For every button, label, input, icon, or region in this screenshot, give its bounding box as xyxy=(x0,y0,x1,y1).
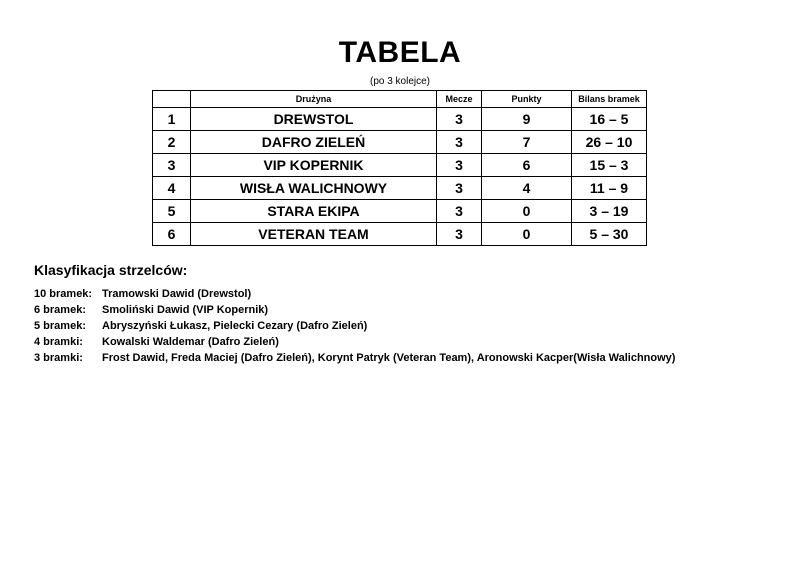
list-item xyxy=(34,302,675,318)
scorer-goals-label: 4 bramki: xyxy=(34,336,83,348)
list-item xyxy=(34,318,675,334)
matches-cell: 3 xyxy=(437,223,482,246)
position-cell: 2 xyxy=(153,131,191,154)
table-row xyxy=(153,177,647,200)
position-cell: 6 xyxy=(153,223,191,246)
scorer-names: Frost Dawid, Freda Maciej (Dafro Zieleń), Korynt Patryk (Veteran Team), Aronowski Kacper(Wisła Walichnowy) xyxy=(102,352,676,364)
scorer-goals-label: 5 bramek: xyxy=(34,320,86,332)
points-cell: 4 xyxy=(482,177,572,200)
points-cell: 0 xyxy=(482,200,572,223)
scorer-names: Abryszyński Łukasz, Pielecki Cezary (Dafro Zieleń) xyxy=(102,320,368,332)
scorer-names: Smoliński Dawid (VIP Kopernik) xyxy=(102,304,269,316)
position-cell: 3 xyxy=(153,154,191,177)
points-cell: 7 xyxy=(482,131,572,154)
page-subtitle: (po 3 kolejce) xyxy=(369,76,431,87)
team-cell: VIP KOPERNIK xyxy=(191,154,437,177)
matches-cell: 3 xyxy=(437,108,482,131)
list-item xyxy=(34,286,675,302)
position-cell: 5 xyxy=(153,200,191,223)
matches-cell: 3 xyxy=(437,177,482,200)
goals-cell: 3 – 19 xyxy=(572,200,647,223)
header-position xyxy=(153,91,191,108)
matches-cell: 3 xyxy=(437,200,482,223)
team-cell: STARA EKIPA xyxy=(191,200,437,223)
position-cell: 4 xyxy=(153,177,191,200)
scorer-names: Tramowski Dawid (Drewstol) xyxy=(102,288,252,300)
goals-cell: 16 – 5 xyxy=(572,108,647,131)
scorer-names: Kowalski Waldemar (Dafro Zieleń) xyxy=(102,336,279,348)
list-item xyxy=(34,350,675,366)
header-goals: Bilans bramek xyxy=(572,91,647,108)
header-points: Punkty xyxy=(482,91,572,108)
points-cell: 6 xyxy=(482,154,572,177)
goals-cell: 26 – 10 xyxy=(572,131,647,154)
team-cell: DAFRO ZIELEŃ xyxy=(191,131,437,154)
matches-cell: 3 xyxy=(437,154,482,177)
team-cell: WISŁA WALICHNOWY xyxy=(191,177,437,200)
header-team: Drużyna xyxy=(191,91,437,108)
team-cell: DREWSTOL xyxy=(191,108,437,131)
page-title: TABELA xyxy=(338,36,462,69)
position-cell: 1 xyxy=(153,108,191,131)
standings-table xyxy=(152,90,647,246)
table-row xyxy=(153,108,647,131)
points-cell: 0 xyxy=(482,223,572,246)
points-cell: 9 xyxy=(482,108,572,131)
table-row xyxy=(153,154,647,177)
goals-cell: 5 – 30 xyxy=(572,223,647,246)
table-row xyxy=(153,200,647,223)
scorers-heading: Klasyfikacja strzelców: xyxy=(34,262,188,278)
goals-cell: 11 – 9 xyxy=(572,177,647,200)
table-row xyxy=(153,223,647,246)
scorers-list xyxy=(34,286,675,366)
list-item xyxy=(34,334,675,350)
team-cell: VETERAN TEAM xyxy=(191,223,437,246)
scorer-goals-label: 3 bramki: xyxy=(34,352,83,364)
header-matches: Mecze xyxy=(437,91,482,108)
table-row xyxy=(153,131,647,154)
header-row xyxy=(153,91,647,108)
scorer-goals-label: 6 bramek: xyxy=(34,304,86,316)
matches-cell: 3 xyxy=(437,131,482,154)
goals-cell: 15 – 3 xyxy=(572,154,647,177)
scorer-goals-label: 10 bramek: xyxy=(34,288,93,300)
